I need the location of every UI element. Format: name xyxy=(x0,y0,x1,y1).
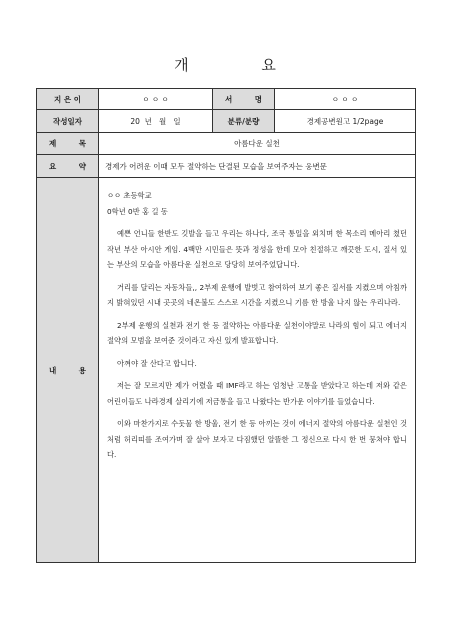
date-label: 작성일자 xyxy=(37,110,99,133)
sign-label: 서 명 xyxy=(213,89,275,110)
date-value: 20 년 월 일 xyxy=(99,110,213,133)
paragraph: 예쁜 언니들 한반도 깃발을 들고 우리는 하나다, 조국 통일을 외치며 한 목소리 메아리 쳤던 작년 부산 아시안 게임. 4백만 시민들은 뜻과 정성을 한데 모아 친절하고 깨끗한 도시, 질서 있는 부산의 모습을 아름다운 실천으로 당당히 보여주었답니다. xyxy=(107,229,407,269)
category-value: 경제공변원고 1/2page xyxy=(275,110,416,133)
content-label: 내 용 xyxy=(37,178,99,563)
sign-value: ㅇ ㅇ ㅇ xyxy=(275,89,416,110)
paragraph: 저는 잘 모르지만 제가 어렸을 때 IMF라고 하는 엄청난 고통을 받았다고 하는데 저와 같은 어린이들도 나라경제 살리기에 저금통을 들고 나왔다는 반가운 이야기를 들었습니다. xyxy=(107,381,407,406)
writer-label: 지 은 이 xyxy=(37,89,99,110)
paragraph: 아껴야 잘 산다고 합니다. xyxy=(117,358,197,368)
row-subject xyxy=(37,133,416,155)
page-title: 개 요 xyxy=(174,56,310,74)
writer-value: ㅇ ㅇ ㅇ xyxy=(99,89,213,110)
row-writer xyxy=(37,89,416,110)
content-body xyxy=(99,178,416,563)
subject-value: 아름다운 실천 xyxy=(99,133,416,155)
paragraph: 2부제 운행의 실천과 전기 한 등 절약하는 아름다운 실천이야말로 나라의 힘이 되고 에너지 절약의 모범을 보여준 것이라고 자신 있게 발표합니다. xyxy=(107,320,407,345)
row-summary xyxy=(37,155,416,178)
paragraph: 거리를 달리는 자동차들,, 2부제 운행에 발벗고 참여하여 보기 좋은 질서를 지켰으며 아침까지 밝혀있던 시내 곳곳의 네온불도 스스로 시간을 지켰으니 기름 한 방울 나지 않는 우리나라. xyxy=(107,282,407,307)
category-label: 분류/분량 xyxy=(213,110,275,133)
student-name: 0학년 0반 홍 길 동 xyxy=(107,206,168,216)
school-name: ㅇㅇ 초등학교 xyxy=(107,191,152,200)
summary-value: 경제가 어려운 이때 모두 절약하는 단결된 모습을 보여주자는 웅변문 xyxy=(99,155,416,178)
paragraph: 이와 마찬가지로 수돗물 한 방울, 전기 한 등 아끼는 것이 에너지 절약의 아름다운 실천인 것처럼 허리띠를 조여가며 잘 살아 보자고 다짐했던 알뜰한 그 정신으로 다시 한 번 뭉쳐야 합니다. xyxy=(107,419,407,459)
row-date xyxy=(37,110,416,133)
overview-form-table xyxy=(36,88,416,563)
row-content xyxy=(37,178,416,563)
subject-label: 제 목 xyxy=(37,133,99,155)
summary-label: 요 약 xyxy=(37,155,99,178)
